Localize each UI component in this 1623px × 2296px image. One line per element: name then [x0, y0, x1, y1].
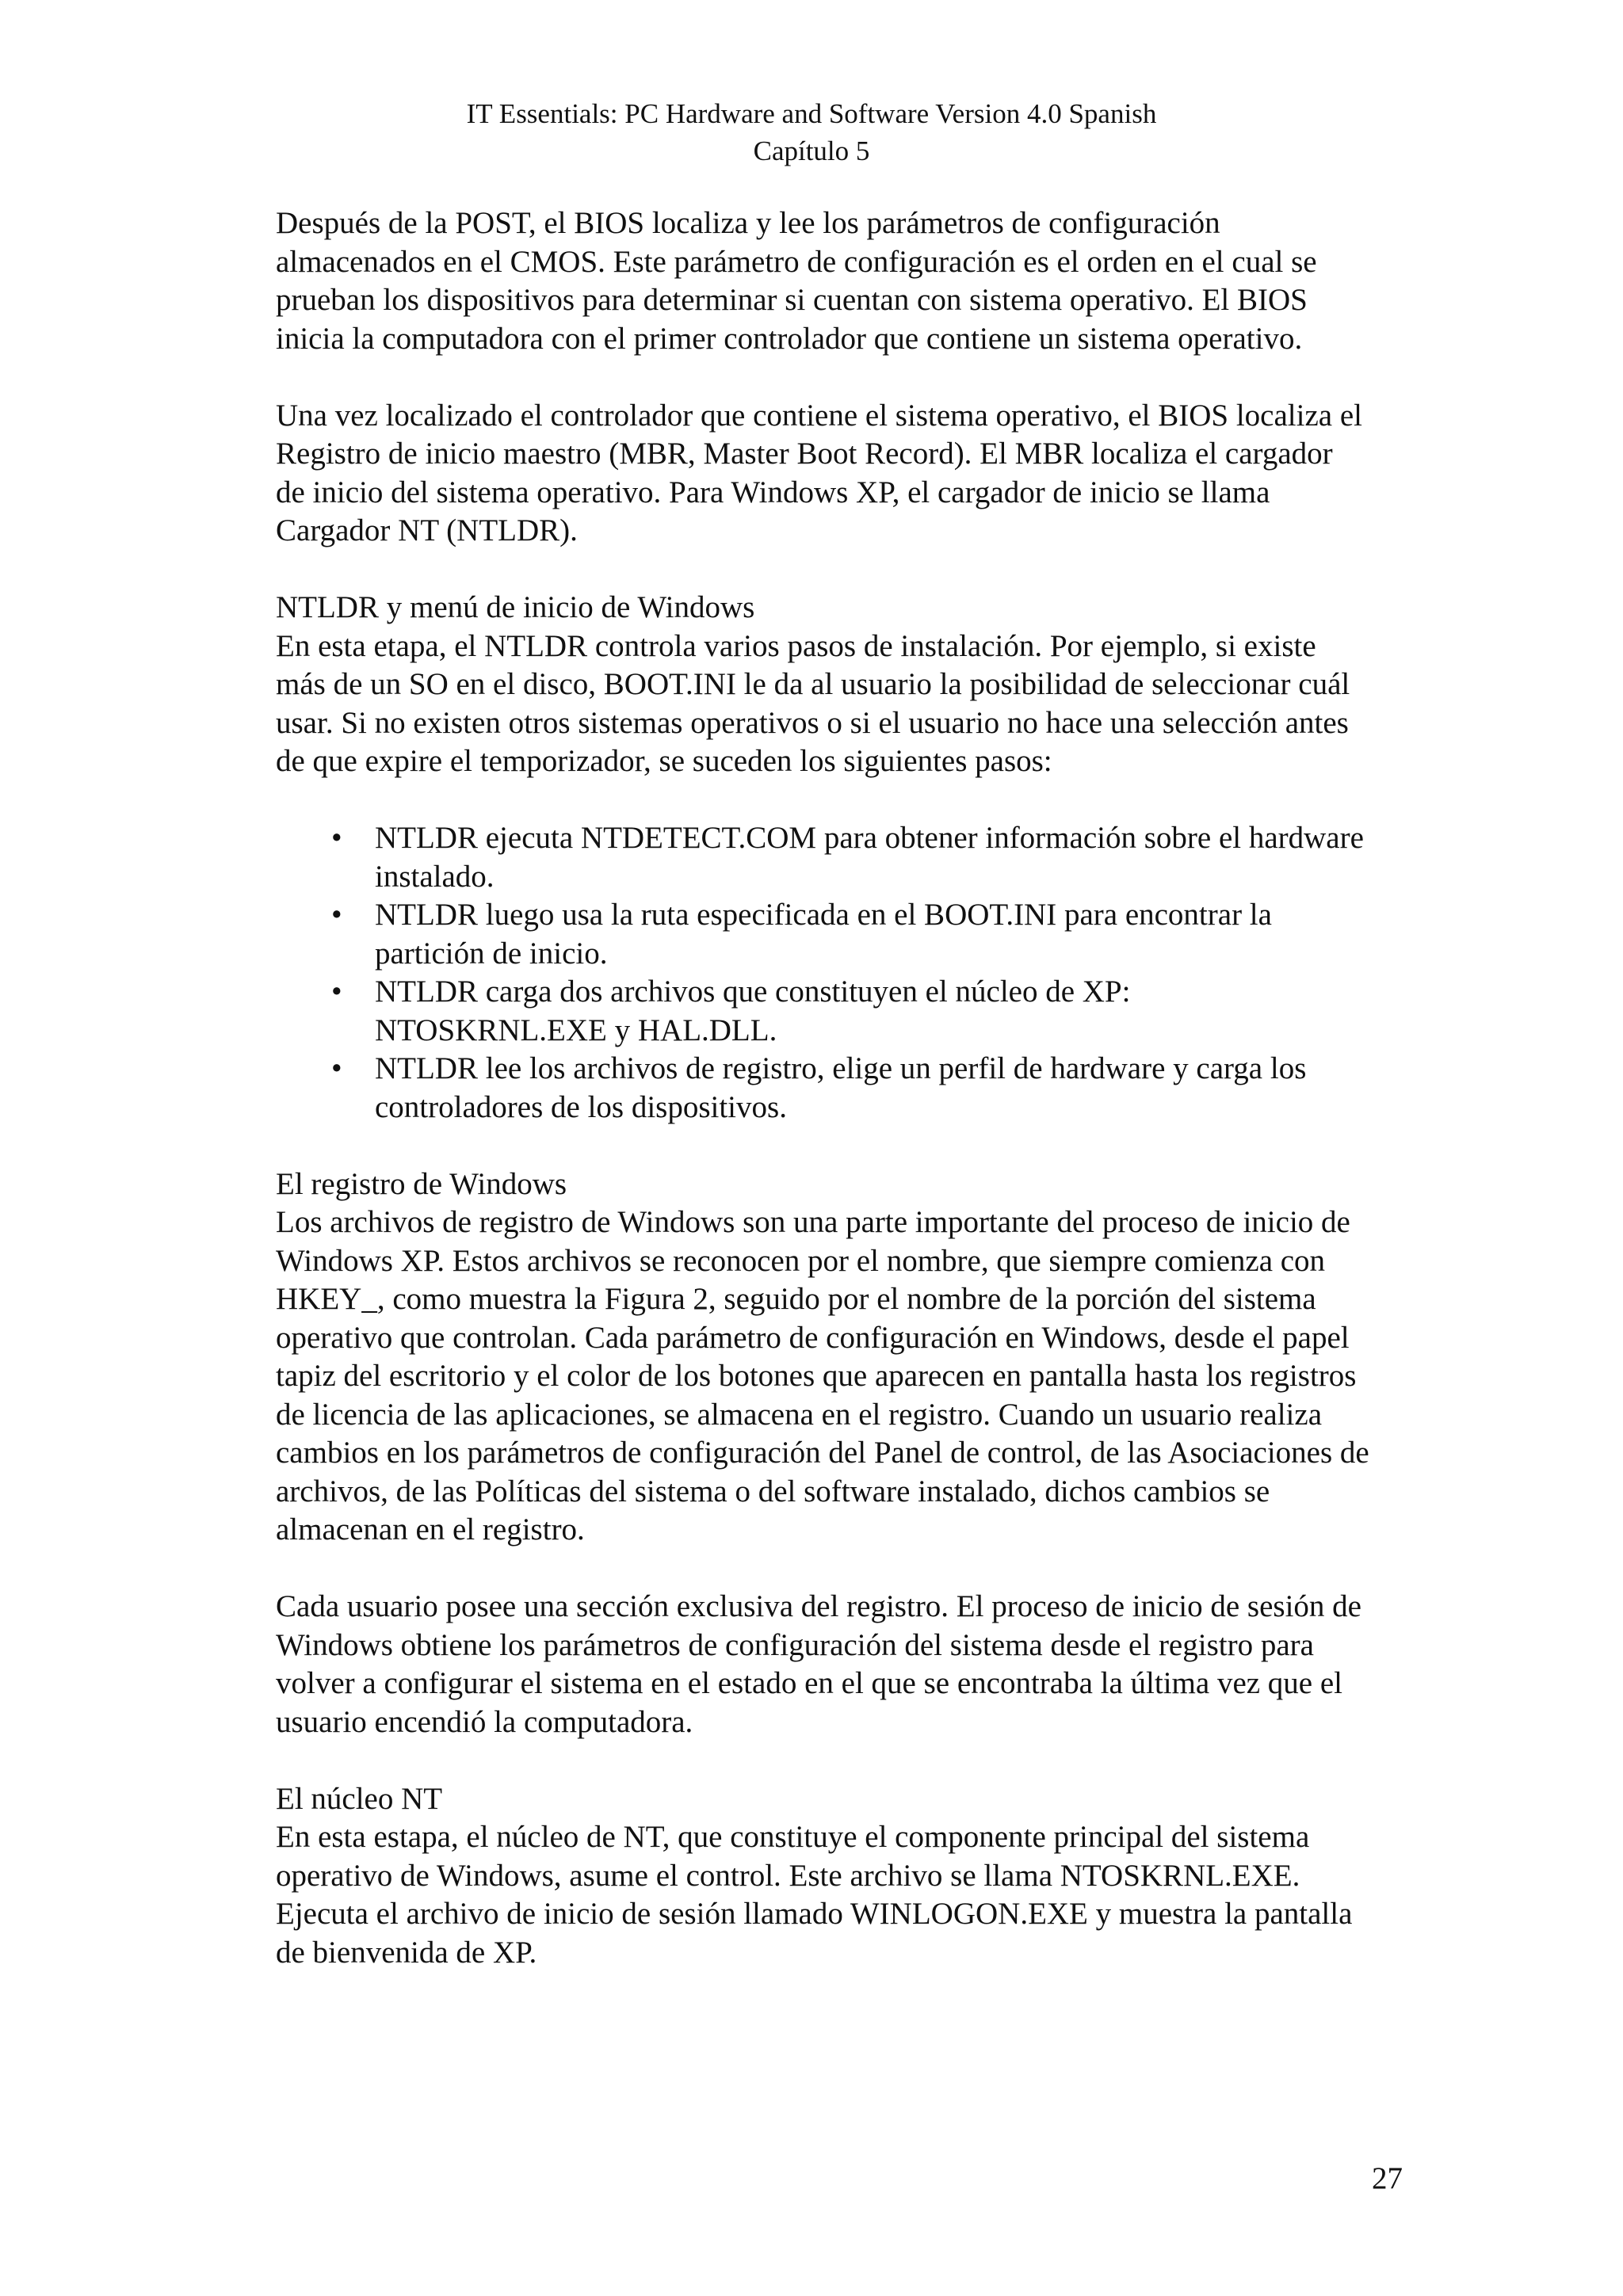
section-title-ntldr: NTLDR y menú de inicio de Windows — [276, 590, 755, 624]
paragraph-registry: Los archivos de registro de Windows son una parte importante del proceso de inicio de Windows XP. Estos archivos se reconocen por el nombre, que siempre comienza con HKEY_, como muestra la Figura 2, seguido por el nombre de la porción del sistema operativo que controlan. Cada parámetro de configuración en Windows, desde el papel tapiz del escritorio y el color de los botones que aparecen en pantalla hasta los registros de licencia de las aplicaciones, se almacena en el registro. Cuando un usuario realiza cambios en los parámetros de configuración del Panel de control, de las Asociaciones de archivos, de las Políticas del sistema o del software instalado, dichos cambios se almacenan en el registro. — [276, 1205, 1369, 1547]
page-header — [0, 95, 1623, 170]
paragraph-nt-kernel: En esta estapa, el núcleo de NT, que constituye el componente principal del sistema operativo de Windows, asume el control. Este archivo se llama NTOSKRNL.EXE. Ejecuta el archivo de inicio de sesión llamado WINLOGON.EXE y muestra la pantalla de bienvenida de XP. — [276, 1820, 1353, 1970]
paragraph-post-bios: Después de la POST, el BIOS localiza y lee los parámetros de configuración almacenados en el CMOS. Este parámetro de configuración es el orden en el cual se prueban los dispositivos para determinar si cuentan con sistema operativo. El BIOS inicia la computadora con el primer controlador que contiene un sistema operativo. — [276, 206, 1317, 356]
list-item-text: NTLDR lee los archivos de registro, elige un perfil de hardware y carga los controladores de los dispositivos. — [375, 1051, 1307, 1124]
ntldr-steps-list — [276, 819, 1369, 1127]
bullet-icon: • — [331, 1051, 342, 1085]
paragraph-ntldr: En esta etapa, el NTLDR controla varios pasos de instalación. Por ejemplo, si existe más de un SO en el disco, BOOT.INI le da al usuario la posibilidad de seleccionar cuál usar. Si no existen otros sistemas operativos o si el usuario no hace una selección antes de que expire el temporizador, se suceden los siguientes pasos: — [276, 628, 1350, 778]
paragraph-mbr: Una vez localizado el controlador que contiene el sistema operativo, el BIOS localiza el Registro de inicio maestro (MBR, Master Boot Record). El MBR localiza el cargador de inicio del sistema operativo. Para Windows XP, el cargador de inicio se llama Cargador NT (NTLDR). — [276, 398, 1362, 547]
document-title: IT Essentials: PC Hardware and Software Version 4.0 Spanish — [466, 98, 1157, 129]
list-item-text: NTLDR luego usa la ruta especificada en el BOOT.INI para encontrar la partición de inicio. — [375, 898, 1272, 971]
list-item — [331, 896, 1369, 973]
list-item — [331, 819, 1369, 896]
page-number: 27 — [1372, 2161, 1403, 2195]
paragraph-registry-user: Cada usuario posee una sección exclusiva del registro. El proceso de inicio de sesión de Windows obtiene los parámetros de configuración del sistema desde el registro para volver a configurar el sistema en el estado en el que se encontraba la última vez que el usuario encendió la computadora. — [276, 1589, 1361, 1739]
section-title-nt-kernel: El núcleo NT — [276, 1781, 443, 1816]
bullet-icon: • — [331, 821, 342, 855]
list-item — [331, 973, 1369, 1050]
section-title-registry: El registro de Windows — [276, 1166, 567, 1201]
chapter-label: Capítulo 5 — [753, 135, 870, 166]
document-body — [276, 204, 1369, 2011]
bullet-icon: • — [331, 974, 342, 1009]
bullet-icon: • — [331, 898, 342, 932]
list-item-text: NTLDR carga dos archivos que constituyen el núcleo de XP: NTOSKRNL.EXE y HAL.DLL. — [375, 974, 1131, 1047]
list-item-text: NTLDR ejecuta NTDETECT.COM para obtener información sobre el hardware instalado. — [375, 821, 1364, 894]
list-item — [331, 1050, 1369, 1127]
